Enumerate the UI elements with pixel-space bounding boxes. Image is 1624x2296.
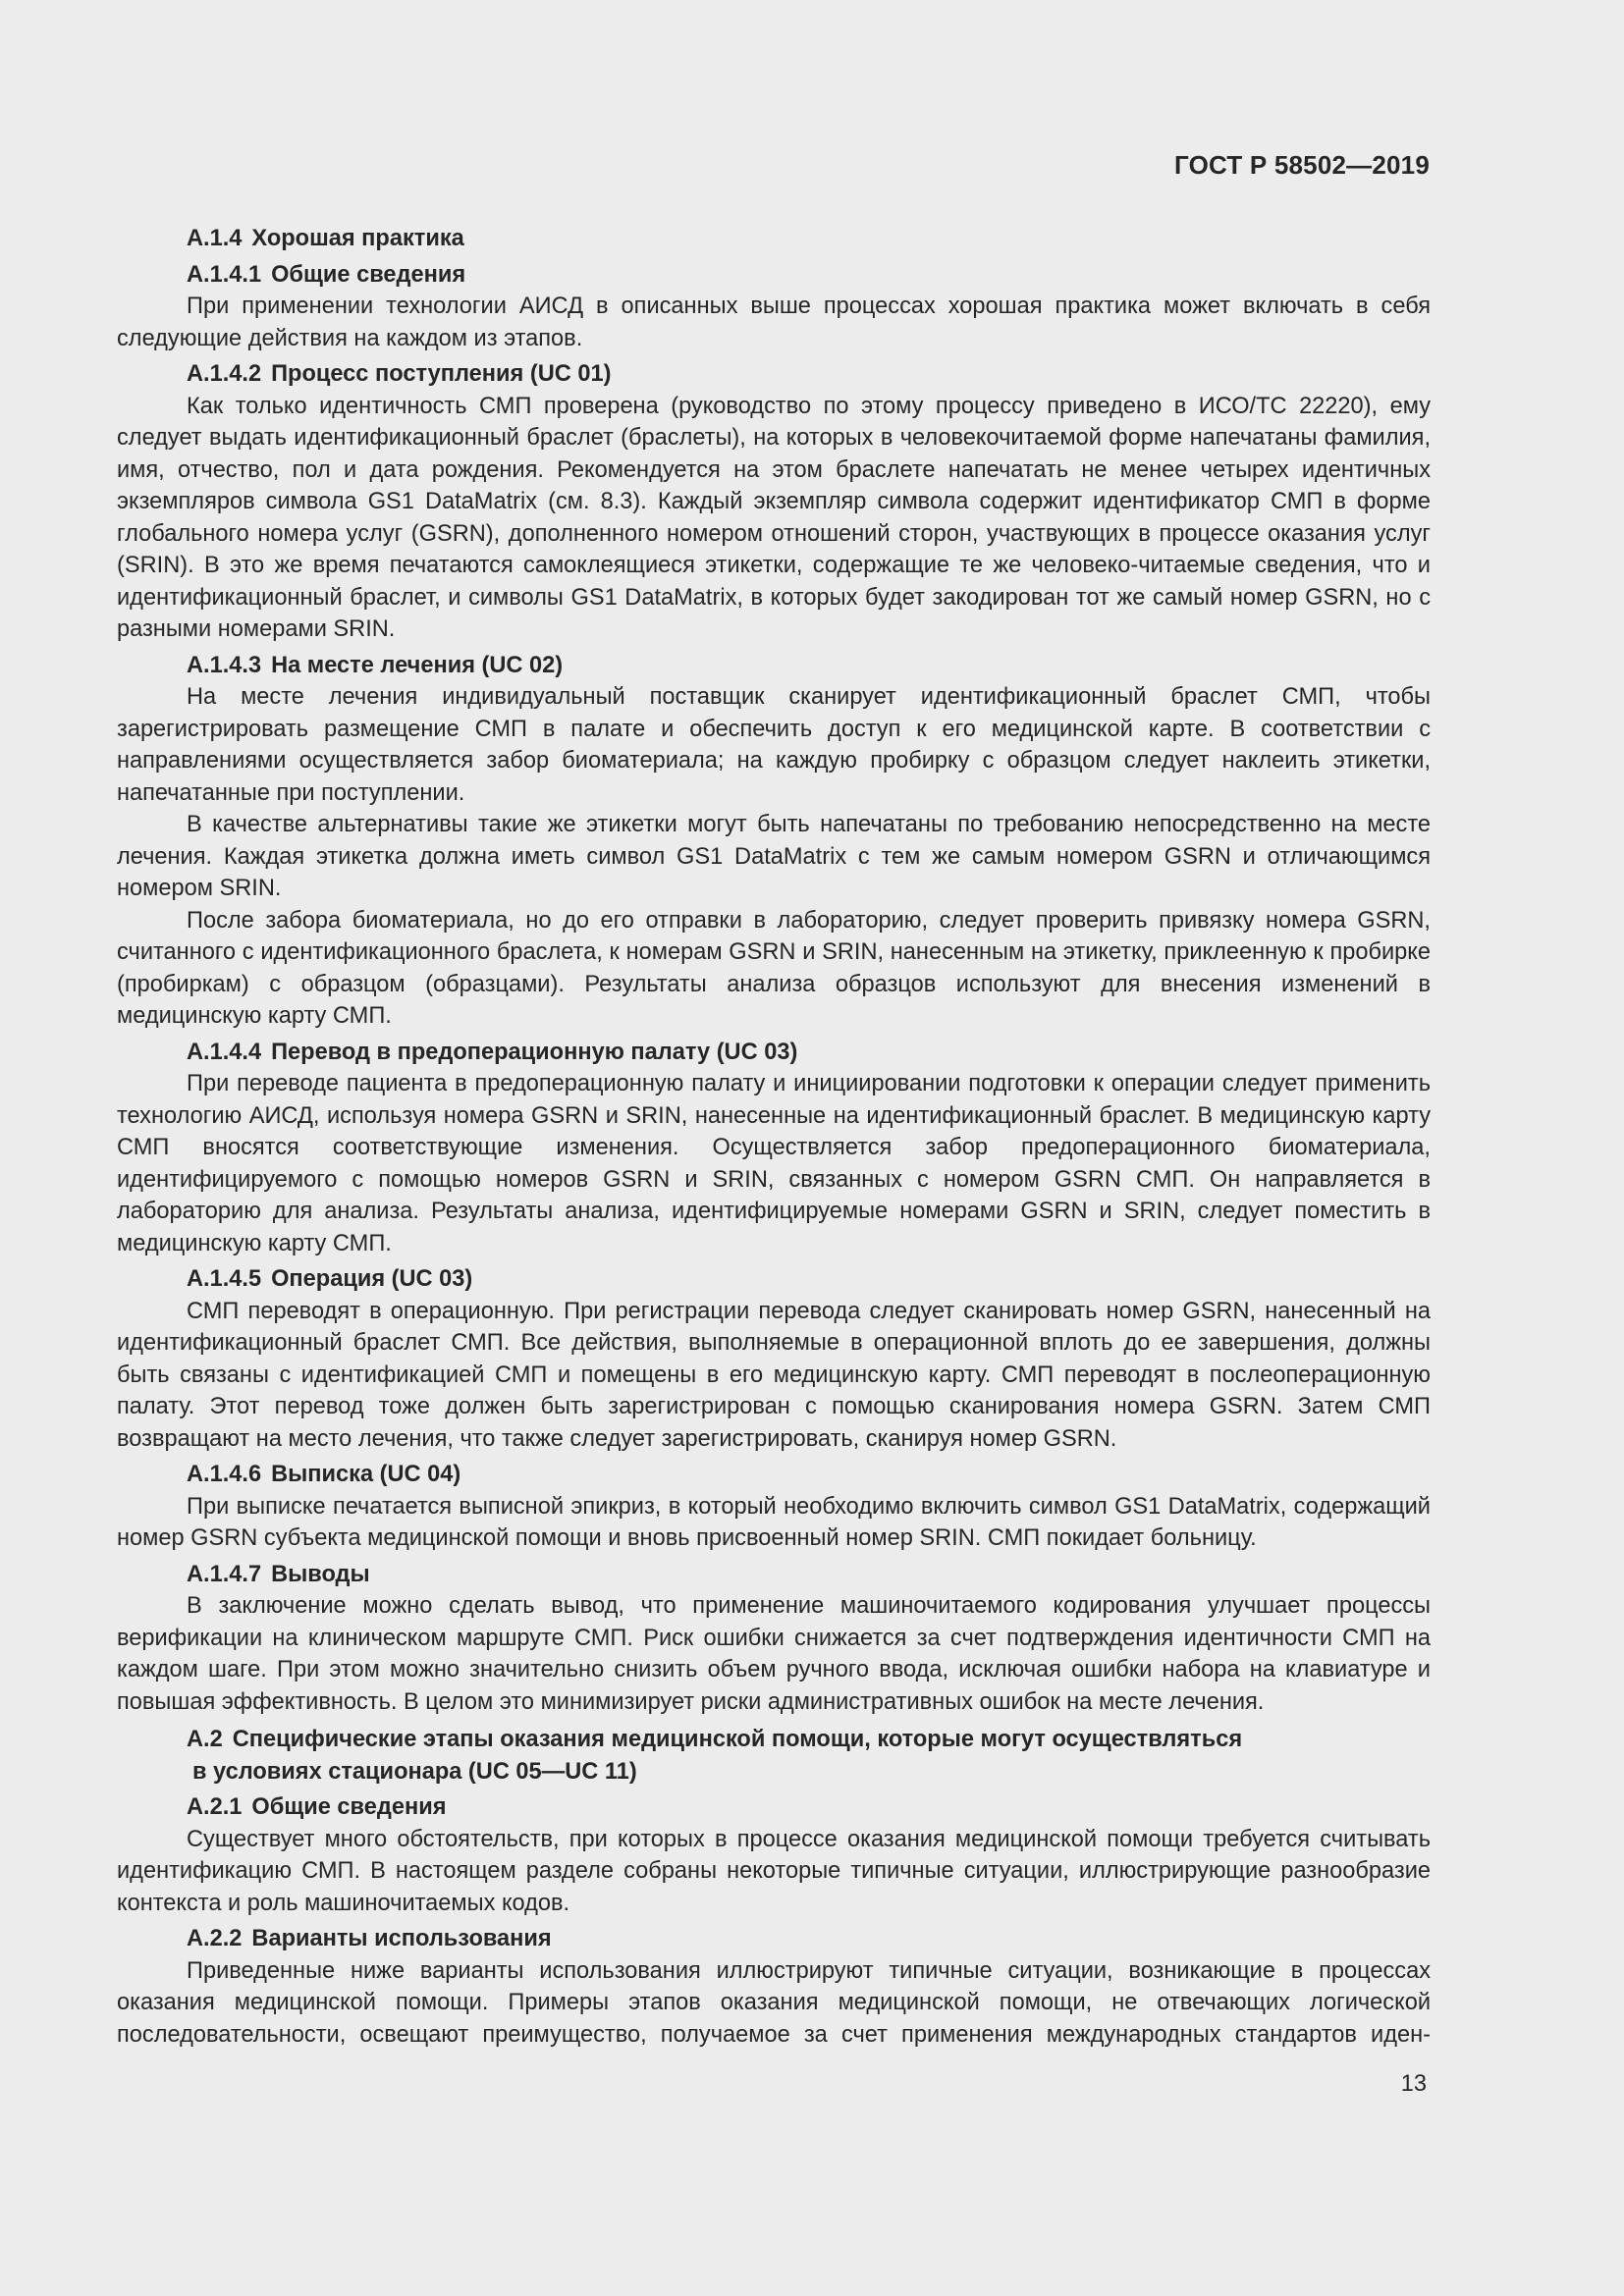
section-heading: А.1.4.1 Общие сведения — [187, 261, 466, 288]
section-heading: А.1.4.5 Операция (UC 03) — [187, 1266, 473, 1292]
paragraph: После забора биоматериала, но до его отправки в лабораторию, следует проверить привязку номера GSRN, считанного с идентификационного браслета, к номерам GSRN и SRIN, нанесенным на этикетку, приклеенную к пробирке (пробиркам) с образцом (образцами). Результаты анализа образцов используют для внесения изменений в медицинскую карту СМП. — [117, 907, 1431, 1029]
paragraph: В качестве альтернативы такие же этикетки могут быть напечатаны по требованию непосредственно на месте лечения. Каждая этикетка должна иметь символ GS1 DataMatrix с тем же самым номером GSRN и отличающимся номером SRIN. — [117, 812, 1431, 901]
document-header: ГОСТ Р 58502—2019 — [1174, 150, 1430, 180]
page-number: 13 — [1400, 2071, 1427, 2097]
paragraph: В заключение можно сделать вывод, что применение машиночитаемого кодирования улучшает процессы верификации на клиническом маршруте СМП. Риск ошибки снижается за счет подтверждения идентичности СМП на каждом шаге. При этом можно значительно снизить объем ручного ввода, исключая ошибки набора на клавиатуре и повышая эффективность. В целом это минимизирует риски административных ошибок на месте лечения. — [117, 1593, 1431, 1715]
paragraph: Существует много обстоятельств, при которых в процессе оказания медицинской помощи требуется считывать идентификацию СМП. В настоящем разделе собраны некоторые типичные ситуации, иллюстрирующие разнообразие контекста и роль машиночитаемых кодов. — [117, 1826, 1431, 1916]
section-heading-a2: А.2 Специфические этапы оказания медицинской помощи, которые могут осуществляться в условиях стационара (UC 05—UC 11) — [187, 1727, 1243, 1785]
document-body — [117, 223, 1431, 2051]
section-heading: А.2.2 Варианты использования — [187, 1926, 552, 1951]
paragraph: Приведенные ниже варианты использования иллюстрируют типичные ситуации, возникающие в процессах оказания медицинской помощи. Примеры этапов оказания медицинской помощи, не отвечающих логической последовательности, освещают преимущество, получаемое за счет применения международных стандартов иден- — [117, 1957, 1431, 2048]
paragraph: При применении технологии АИСД в описанных выше процессах хорошая практика может включать в себя следующие действия на каждом из этапов. — [117, 294, 1431, 351]
section-heading: А.2.1 Общие сведения — [187, 1794, 447, 1820]
section-heading: А.1.4 Хорошая практика — [187, 226, 464, 251]
section-heading: А.1.4.3 На месте лечения (UC 02) — [187, 652, 564, 678]
paragraph: Как только идентичность СМП проверена (руководство по этому процессу приведено в ИСО/ТС 22220), ему следует выдать идентификационный браслет (браслеты), на которых в человекочитаемой форме напечатаны фамилия, имя, отчество, пол и дата рождения. Рекомендуется на этом браслете напечатать не менее четырех идентичных экземпляров символа GS1 DataMatrix (см. 8.3). Каждый экземпляр символа содержит идентификатор СМП в форме глобального номера услуг (GSRN), дополненного номером отношений сторон, участвующих в процессе оказания услуг (SRIN). В это же время печатаются самоклеящиеся этикетки, содержащие те же человеко-читаемые сведения, что и идентификационный браслет, и символы GS1 DataMatrix, в которых будет закодирован тот же самый номер GSRN, но с разными номерами SRIN. — [117, 393, 1431, 642]
paragraph: СМП переводят в операционную. При регистрации перевода следует сканировать номер GSRN, нанесенный на идентификационный браслет СМП. Все действия, выполняемые в операционной вплоть до ее завершения, должны быть связаны с идентификацией СМП и помещены в его медицинскую карту. СМП переводят в послеоперационную палату. Этот перевод тоже должен быть зарегистрирован с помощью сканирования номера GSRN. Затем СМП возвращают на место лечения, что также следует зарегистрировать, сканируя номер GSRN. — [117, 1298, 1431, 1452]
section-heading: А.1.4.7 Выводы — [187, 1561, 370, 1587]
paragraph: При переводе пациента в предоперационную палату и инициировании подготовки к операции следует применить технологию АИСД, используя номера GSRN и SRIN, нанесенные на идентификационный браслет. В медицинскую карту СМП вносятся соответствующие изменения. Осуществляется забор предоперационного биоматериала, идентифицируемого с помощью номеров GSRN и SRIN, связанных с номером GSRN СМП. Он направляется в лабораторию для анализа. Результаты анализа, идентифицируемые номерами GSRN и SRIN, следует поместить в медицинскую карту СМП. — [117, 1071, 1431, 1256]
section-heading: А.1.4.4 Перевод в предоперационную палату (UC 03) — [187, 1039, 798, 1065]
paragraph: На месте лечения индивидуальный поставщик сканирует идентификационный браслет СМП, чтобы зарегистрировать размещение СМП в палате и обеспечить доступ к его медицинской карте. В соответствии с направлениями осуществляется забор биоматериала; на каждую пробирку с образцом следует наклеить этикетки, напечатанные при поступлении. — [117, 684, 1431, 806]
section-heading: А.1.4.2 Процесс поступления (UC 01) — [187, 361, 612, 387]
paragraph: При выписке печатается выписной эпикриз, в который необходимо включить символ GS1 DataMatrix, содержащий номер GSRN субъекта медицинской помощи и вновь присвоенный номер SRIN. СМП покидает больницу. — [117, 1493, 1431, 1551]
section-heading: А.1.4.6 Выписка (UC 04) — [187, 1462, 461, 1487]
